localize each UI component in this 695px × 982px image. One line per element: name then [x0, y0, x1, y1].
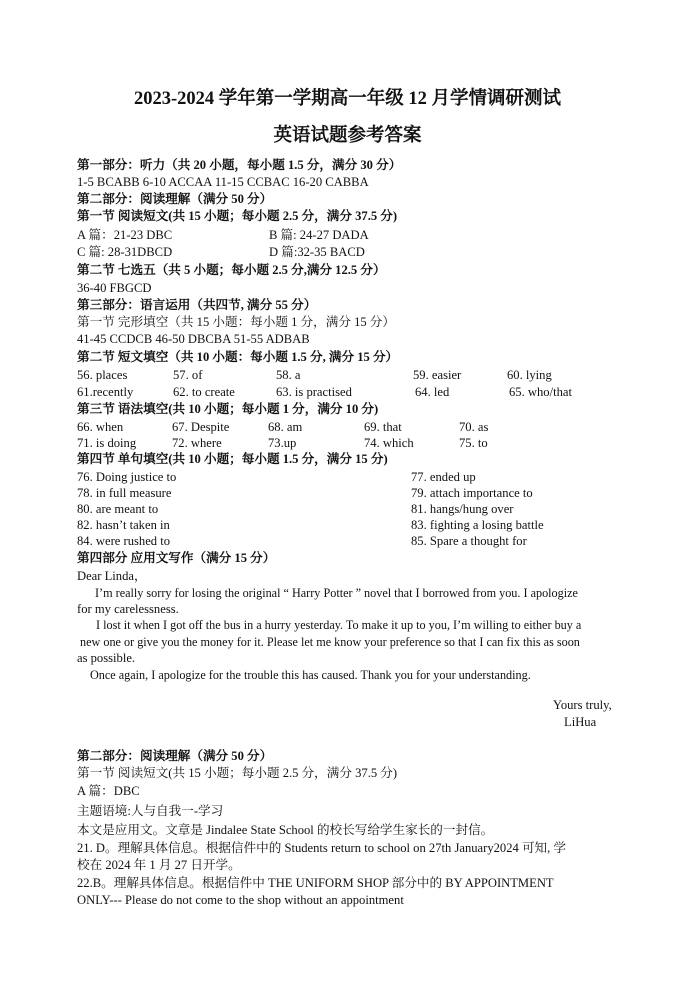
- explain-passage-a: A 篇：DBC: [77, 784, 140, 798]
- explain-q21-line2: 校在 2024 年 1 月 27 日开学。: [77, 858, 241, 872]
- part3-sec3-heading: 第三节 语法填空(共 10 小题；每小题 1 分，满分 10 分): [77, 402, 379, 416]
- answer-60: 60. lying: [507, 368, 552, 382]
- answer-63: 63. is practised: [276, 385, 352, 399]
- letter-closing: Yours truly,: [553, 698, 612, 712]
- answer-62: 62. to create: [173, 385, 235, 399]
- part2-sec2-heading: 第二节 七选五（共 5 小题；每小题 2.5 分,满分 12.5 分）: [77, 263, 386, 277]
- part4-heading: 第四部分 应用文写作（满分 15 分）: [77, 551, 276, 565]
- explain-q21-line1: 21. D。理解具体信息。根据信件中的 Students return to school on 27th January2024 可知, 学: [77, 841, 567, 855]
- letter-p2-line3: as possible.: [77, 651, 136, 665]
- part3-sec1-heading: 第一节 完形填空（共 15 小题：每小题 1 分，满分 15 分）: [77, 315, 395, 329]
- answer-67: 67. Despite: [172, 420, 230, 434]
- answer-66: 66. when: [77, 420, 124, 434]
- part1-heading: 第一部分：听力（共 20 小题，每小题 1.5 分，满分 30 分）: [77, 158, 402, 172]
- answer-81: 81. hangs/hung over: [411, 502, 514, 516]
- answer-85: 85. Spare a thought for: [411, 534, 527, 548]
- page-subtitle: 英语试题参考答案: [273, 126, 422, 146]
- part2-sec1-heading: 第一节 阅读短文(共 15 小题；每小题 2.5 分，满分 37.5 分): [77, 209, 398, 223]
- answer-59: 59. easier: [413, 368, 462, 382]
- answer-82: 82. hasn’t taken in: [77, 518, 170, 532]
- answer-84: 84. were rushed to: [77, 534, 171, 548]
- answer-74: 74. which: [364, 436, 414, 450]
- explain-heading: 第二部分：阅读理解（满分 50 分）: [77, 749, 273, 763]
- answer-65: 65. who/that: [509, 385, 572, 399]
- answer-70: 70. as: [459, 420, 489, 434]
- answer-a: A 篇：21-23 DBC: [77, 228, 173, 242]
- answer-69: 69. that: [364, 420, 402, 434]
- answer-d: D 篇:32-35 BACD: [269, 245, 365, 259]
- explain-sec1-heading: 第一节 阅读短文(共 15 小题；每小题 2.5 分，满分 37.5 分): [77, 766, 398, 780]
- answer-79: 79. attach importance to: [411, 486, 533, 500]
- part3-sec2-heading: 第二节 短文填空（共 10 小题：每小题 1.5 分, 满分 15 分）: [77, 350, 399, 364]
- answer-76: 76. Doing justice to: [77, 470, 177, 484]
- answer-73: 73.up: [268, 436, 297, 450]
- part2-sec2-answers: 36-40 FBGCD: [77, 281, 152, 295]
- part3-sec4-heading: 第四节 单句填空(共 10 小题；每小题 1.5 分，满分 15 分): [77, 452, 388, 466]
- letter-p1-line2: for my carelessness.: [77, 602, 179, 616]
- letter-p2-line1: I lost it when I got off the bus in a hurry yesterday. To make it up to you, I’m willing to either buy a: [96, 618, 582, 632]
- part1-answers: 1-5 BCABB 6-10 ACCAA 11-15 CCBAC 16-20 CABBA: [77, 175, 369, 189]
- answer-57: 57. of: [173, 368, 203, 382]
- answer-80: 80. are meant to: [77, 502, 159, 516]
- letter-p3: Once again, I apologize for the trouble this has caused. Thank you for your understanding.: [90, 668, 531, 682]
- part3-sec1-answers: 41-45 CCDCB 46-50 DBCBA 51-55 ADBAB: [77, 332, 310, 346]
- answer-78: 78. in full measure: [77, 486, 172, 500]
- letter-p1-line1: I’m really sorry for losing the original “ Harry Potter ” novel that I borrowed from you. I apologize: [95, 586, 578, 600]
- answer-c: C 篇: 28-31DBCD: [77, 245, 173, 259]
- letter-p2-line2: new one or give you the money for it. Please let me know your preference so that I can fix this as soon: [80, 635, 580, 649]
- answer-72: 72. where: [172, 436, 222, 450]
- explain-intro: 本文是应用文。文章是 Jindalee State School 的校长写给学生家长的一封信。: [77, 823, 494, 837]
- letter-greeting: Dear Linda，: [77, 569, 147, 583]
- part3-heading: 第三部分：语言运用（共四节, 满分 55 分）: [77, 298, 317, 312]
- explain-q22-line2: ONLY--- Please do not come to the shop without an appointment: [77, 893, 404, 907]
- letter-signature: LiHua: [564, 715, 597, 729]
- part2-heading: 第二部分：阅读理解（满分 50 分）: [77, 192, 273, 206]
- answer-64: 64. led: [415, 385, 450, 399]
- page-title: 2023-2024 学年第一学期高一年级 12 月学情调研测试: [133, 89, 562, 109]
- answer-77: 77. ended up: [411, 470, 476, 484]
- answer-b: B 篇: 24-27 DADA: [269, 228, 369, 242]
- answer-71: 71. is doing: [77, 436, 137, 450]
- answer-58: 58. a: [276, 368, 301, 382]
- answer-68: 68. am: [268, 420, 303, 434]
- explain-q22-line1: 22.B。理解具体信息。根据信件中 THE UNIFORM SHOP 部分中的 BY APPOINTMENT: [77, 876, 554, 890]
- answer-75: 75. to: [459, 436, 488, 450]
- answer-61: 61.recently: [77, 385, 134, 399]
- answer-56: 56. places: [77, 368, 128, 382]
- explain-theme: 主题语境:人与自我一-学习: [77, 804, 224, 818]
- answer-83: 83. fighting a losing battle: [411, 518, 544, 532]
